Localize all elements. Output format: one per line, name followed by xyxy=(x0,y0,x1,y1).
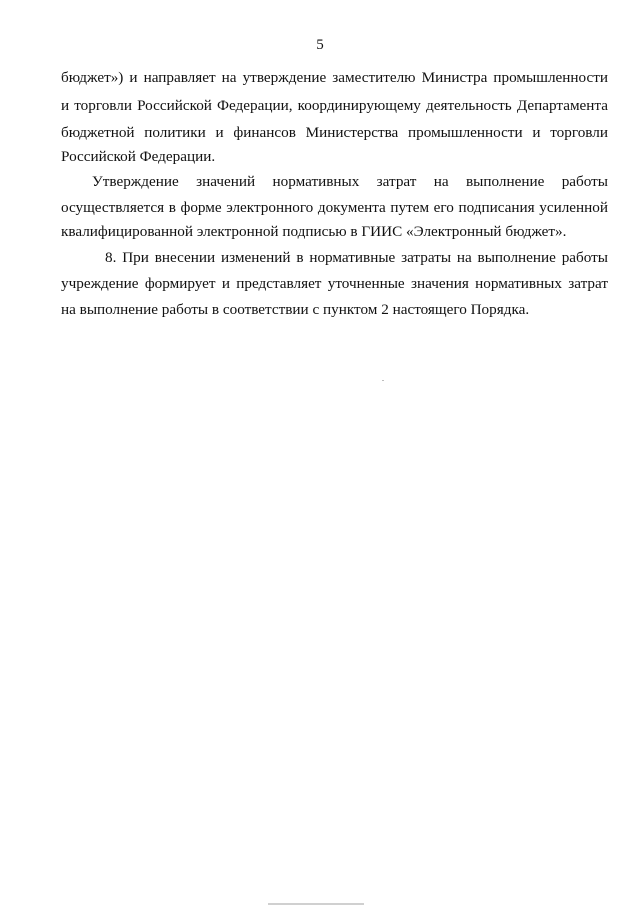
paragraph-2-line-2: осуществляется в форме электронного документа путем его подписания усиленной xyxy=(61,199,608,216)
paragraph-1-line-2: и торговли Российской Федерации, координирующему деятельность Департамента xyxy=(61,97,608,114)
page-number: 5 xyxy=(316,37,324,53)
paragraph-2-line-3: квалифицированной электронной подписью в ГИИС «Электронный бюджет». xyxy=(61,223,567,240)
paragraph-1-line-4: Российской Федерации. xyxy=(61,148,216,165)
paragraph-3-line-1: 8. При внесении изменений в нормативные затраты на выполнение работы xyxy=(105,249,608,266)
scan-speck xyxy=(382,380,384,381)
paragraph-1-line-3: бюджетной политики и финансов Министерства промышленности и торговли xyxy=(61,124,608,141)
paragraph-2-line-1: Утверждение значений нормативных затрат на выполнение работы xyxy=(92,173,608,190)
paragraph-1-line-1: бюджет») и направляет на утверждение заместителю Министра промышленности xyxy=(61,69,608,86)
paragraph-3-line-2: учреждение формирует и представляет уточненные значения нормативных затрат xyxy=(61,275,608,292)
paragraph-3-line-3: на выполнение работы в соответствии с пунктом 2 настоящего Порядка. xyxy=(61,301,530,318)
